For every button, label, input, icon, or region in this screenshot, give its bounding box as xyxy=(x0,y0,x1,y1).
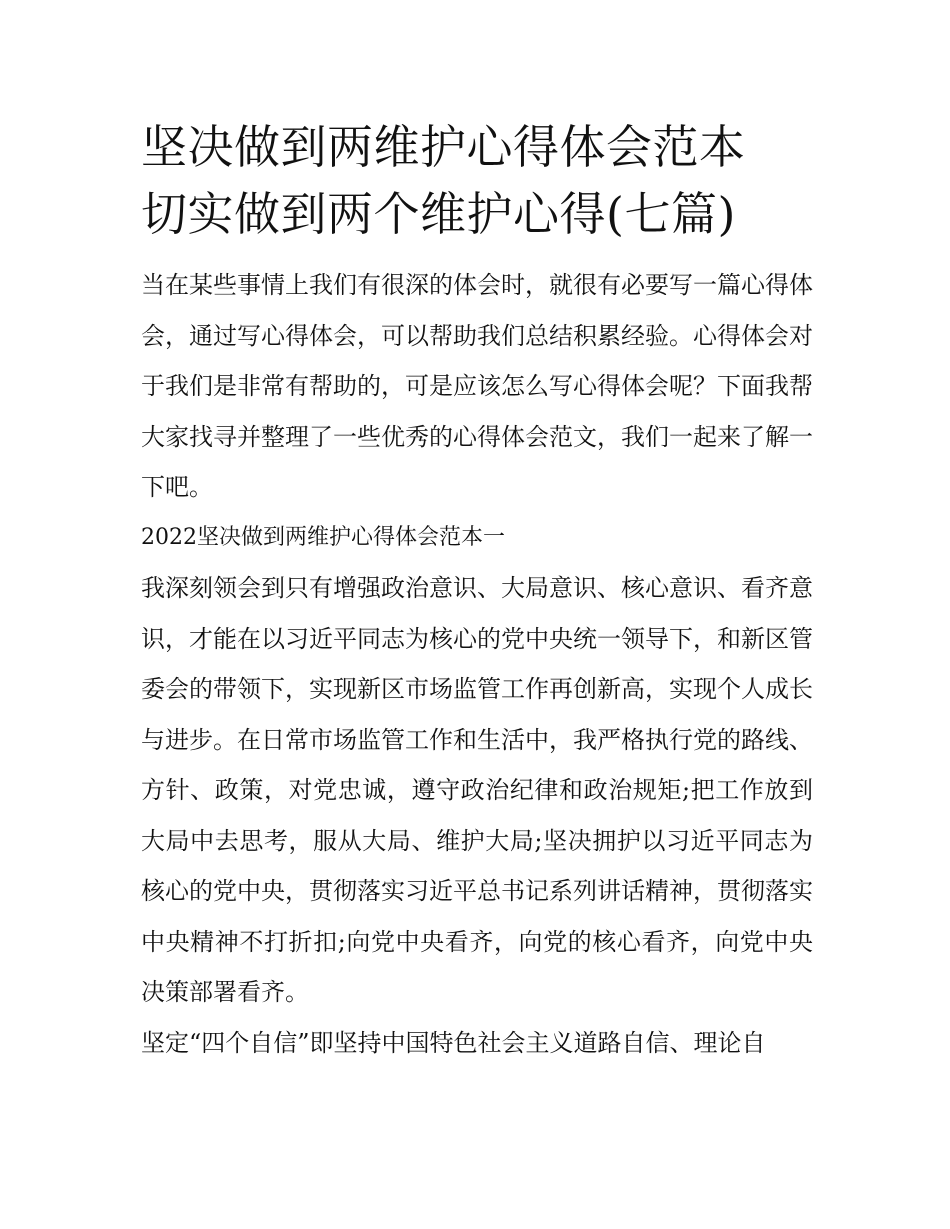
body-paragraph-1: 我深刻领会到只有增强政治意识、大局意识、核心意识、看齐意识，才能在以习近平同志为核心的党中央统一领导下，和新区管委会的带领下，实现新区市场监管工作再创新高，实现个人成长与进步。在日常市场监管工作和生活中，我严格执行党的路线、方针、政策，对党忠诚，遵守政治纪律和政治规矩;把工作放到大局中去思考，服从大局、维护大局;坚决拥护以习近平同志为核心的党中央，贯彻落实习近平总书记系列讲话精神，贯彻落实中央精神不打折扣;向党中央看齐，向党的核心看齐，向党中央决策部署看齐。 xyxy=(141,574,813,1006)
section-heading: 2022坚决做到两维护心得体会范本一 xyxy=(141,524,505,550)
intro-paragraph: 当在某些事情上我们有很深的体会时，就很有必要写一篇心得体会，通过写心得体会，可以帮助我们总结积累经验。心得体会对于我们是非常有帮助的，可是应该怎么写心得体会呢？下面我帮大家找寻并整理了一些优秀的心得体会范文，我们一起来了解一下吧。 xyxy=(141,271,813,501)
title-line-1: 坚决做到两维护心得体会范本 xyxy=(141,120,746,174)
body-paragraph-2: 坚定“四个自信”即坚持中国特色社会主义道路自信、理论自 xyxy=(141,1028,766,1057)
title-line-2: 切实做到两个维护心得(七篇) xyxy=(141,187,736,241)
document-body xyxy=(141,114,813,1068)
document-title xyxy=(141,114,813,248)
